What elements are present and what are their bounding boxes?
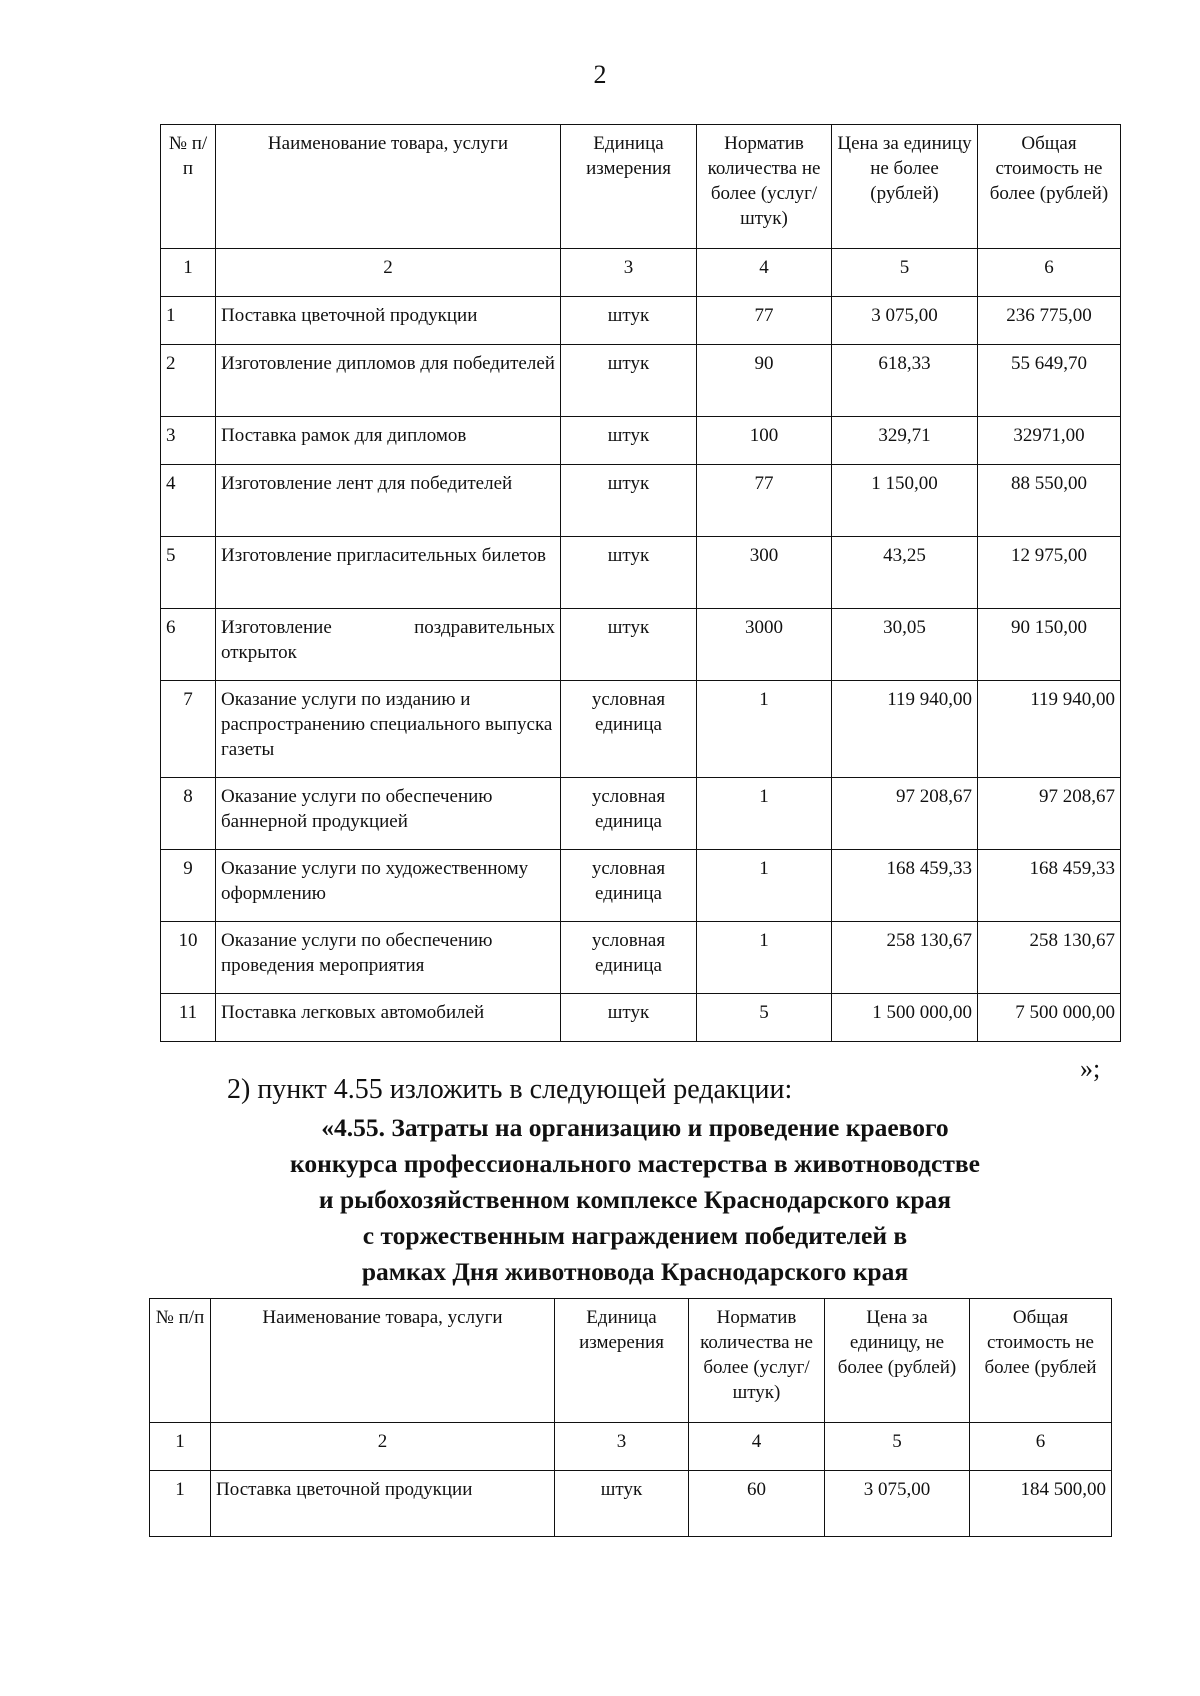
item-price: 618,33 xyxy=(832,345,978,417)
item-unit: штук xyxy=(561,465,697,537)
table-row xyxy=(161,778,1121,850)
item-quantity: 1 xyxy=(697,922,832,994)
column-number-row xyxy=(161,249,1121,297)
column-number: 1 xyxy=(161,249,216,297)
table-header-row xyxy=(150,1299,1112,1423)
row-number: 10 xyxy=(161,922,216,994)
item-price: 258 130,67 xyxy=(832,922,978,994)
item-name: Оказание услуги по обеспечению баннерной продукцией xyxy=(216,778,561,850)
column-number: 5 xyxy=(825,1423,970,1471)
item-name: Изготовление поздравительных открыток xyxy=(216,609,561,681)
header-cell-quantity: Норматив количества не более (услуг/штук) xyxy=(689,1299,825,1423)
column-number: 3 xyxy=(555,1423,689,1471)
item-quantity: 100 xyxy=(697,417,832,465)
table-row xyxy=(161,417,1121,465)
heading-line: рамках Дня животновода Краснодарского края xyxy=(361,1257,909,1286)
column-number: 6 xyxy=(978,249,1121,297)
column-number: 1 xyxy=(150,1423,211,1471)
item-unit: штук xyxy=(561,609,697,681)
item-total: 12 975,00 xyxy=(978,537,1121,609)
item-name: Изготовление лент для победителей xyxy=(216,465,561,537)
cost-table-1 xyxy=(160,124,1121,1042)
item-name: Изготовление дипломов для победителей xyxy=(216,345,561,417)
item-quantity: 3000 xyxy=(697,609,832,681)
item-unit: штук xyxy=(561,417,697,465)
item-total: 258 130,67 xyxy=(978,922,1121,994)
header-cell-price: Цена за единицу, не более (рублей) xyxy=(825,1299,970,1423)
table-row xyxy=(161,537,1121,609)
heading-line: с торжественным награждением победителей в xyxy=(362,1221,908,1250)
row-number: 2 xyxy=(161,345,216,417)
header-cell-unit: Единица измерения xyxy=(555,1299,689,1423)
row-number: 7 xyxy=(161,681,216,778)
heading-line: и рыбохозяйственном комплексе Краснодарского края xyxy=(318,1185,952,1214)
item-quantity: 60 xyxy=(689,1471,825,1537)
row-number: 6 xyxy=(161,609,216,681)
item-quantity: 1 xyxy=(697,778,832,850)
table-row xyxy=(161,922,1121,994)
item-unit: штук xyxy=(561,345,697,417)
header-cell-total: Общая стоимость не более (рублей) xyxy=(978,125,1121,249)
header-cell-name: Наименование товара, услуги xyxy=(216,125,561,249)
item-price: 3 075,00 xyxy=(825,1471,970,1537)
row-number: 8 xyxy=(161,778,216,850)
section-heading xyxy=(200,1110,1070,1290)
item-quantity: 5 xyxy=(697,994,832,1042)
table-row xyxy=(161,994,1121,1042)
row-number: 4 xyxy=(161,465,216,537)
item-quantity: 90 xyxy=(697,345,832,417)
item-price: 97 208,67 xyxy=(832,778,978,850)
header-cell-name: Наименование товара, услуги xyxy=(211,1299,555,1423)
item-unit: штук xyxy=(561,994,697,1042)
table-row xyxy=(161,850,1121,922)
item-price: 329,71 xyxy=(832,417,978,465)
item-name: Поставка рамок для дипломов xyxy=(216,417,561,465)
table-header-row xyxy=(161,125,1121,249)
item-unit: условная единица xyxy=(561,922,697,994)
item-quantity: 1 xyxy=(697,681,832,778)
amendment-intro: 2) пункт 4.55 изложить в следующей редакции: xyxy=(227,1074,793,1105)
item-total: 168 459,33 xyxy=(978,850,1121,922)
item-name: Изготовление пригласительных билетов xyxy=(216,537,561,609)
row-number: 9 xyxy=(161,850,216,922)
item-total: 90 150,00 xyxy=(978,609,1121,681)
page-number: 2 xyxy=(593,60,607,89)
item-total: 32971,00 xyxy=(978,417,1121,465)
item-price: 168 459,33 xyxy=(832,850,978,922)
item-name: Поставка цветочной продукции xyxy=(211,1471,555,1537)
item-total: 236 775,00 xyxy=(978,297,1121,345)
column-number: 5 xyxy=(832,249,978,297)
header-cell-unit: Единица измерения xyxy=(561,125,697,249)
item-unit: штук xyxy=(561,297,697,345)
item-name: Оказание услуги по изданию и распространению специального выпуска газеты xyxy=(216,681,561,778)
item-price: 30,05 xyxy=(832,609,978,681)
item-name: Поставка цветочной продукции xyxy=(216,297,561,345)
header-cell-number: № п/п xyxy=(150,1299,211,1423)
item-name: Поставка легковых автомобилей xyxy=(216,994,561,1042)
item-unit: штук xyxy=(561,537,697,609)
column-number-row xyxy=(150,1423,1112,1471)
item-quantity: 77 xyxy=(697,465,832,537)
table-row xyxy=(161,681,1121,778)
item-unit: условная единица xyxy=(561,850,697,922)
item-quantity: 1 xyxy=(697,850,832,922)
item-price: 3 075,00 xyxy=(832,297,978,345)
item-price: 1 500 000,00 xyxy=(832,994,978,1042)
cost-table-2 xyxy=(149,1298,1112,1537)
row-number: 1 xyxy=(161,297,216,345)
row-number: 3 xyxy=(161,417,216,465)
column-number: 6 xyxy=(970,1423,1112,1471)
header-cell-quantity: Норматив количества не более (услуг/штук) xyxy=(697,125,832,249)
table-row xyxy=(161,345,1121,417)
item-total: 7 500 000,00 xyxy=(978,994,1121,1042)
column-number: 2 xyxy=(211,1423,555,1471)
item-price: 119 940,00 xyxy=(832,681,978,778)
table-row xyxy=(161,465,1121,537)
item-unit: условная единица xyxy=(561,681,697,778)
heading-line: «4.55. Затраты на организацию и проведение краевого xyxy=(321,1113,949,1142)
heading-line: конкурса профессионального мастерства в животноводстве xyxy=(290,1149,980,1178)
item-total: 88 550,00 xyxy=(978,465,1121,537)
item-unit: условная единица xyxy=(561,778,697,850)
row-number: 1 xyxy=(150,1471,211,1537)
column-number: 4 xyxy=(697,249,832,297)
item-quantity: 77 xyxy=(697,297,832,345)
row-number: 5 xyxy=(161,537,216,609)
item-total: 97 208,67 xyxy=(978,778,1121,850)
column-number: 2 xyxy=(216,249,561,297)
item-total: 55 649,70 xyxy=(978,345,1121,417)
column-number: 4 xyxy=(689,1423,825,1471)
item-total: 184 500,00 xyxy=(970,1471,1112,1537)
item-total: 119 940,00 xyxy=(978,681,1121,778)
row-number: 11 xyxy=(161,994,216,1042)
header-cell-price: Цена за единицу не более (рублей) xyxy=(832,125,978,249)
item-quantity: 300 xyxy=(697,537,832,609)
item-name: Оказание услуги по художественному оформлению xyxy=(216,850,561,922)
item-unit: штук xyxy=(555,1471,689,1537)
table-row xyxy=(161,297,1121,345)
column-number: 3 xyxy=(561,249,697,297)
table-row xyxy=(150,1471,1112,1537)
item-price: 43,25 xyxy=(832,537,978,609)
table-row xyxy=(161,609,1121,681)
item-price: 1 150,00 xyxy=(832,465,978,537)
closing-quote: »; xyxy=(1080,1054,1101,1083)
item-name: Оказание услуги по обеспечению проведения мероприятия xyxy=(216,922,561,994)
header-cell-total: Общая стоимость не более (рублей xyxy=(970,1299,1112,1423)
header-cell-number: № п/п xyxy=(161,125,216,249)
